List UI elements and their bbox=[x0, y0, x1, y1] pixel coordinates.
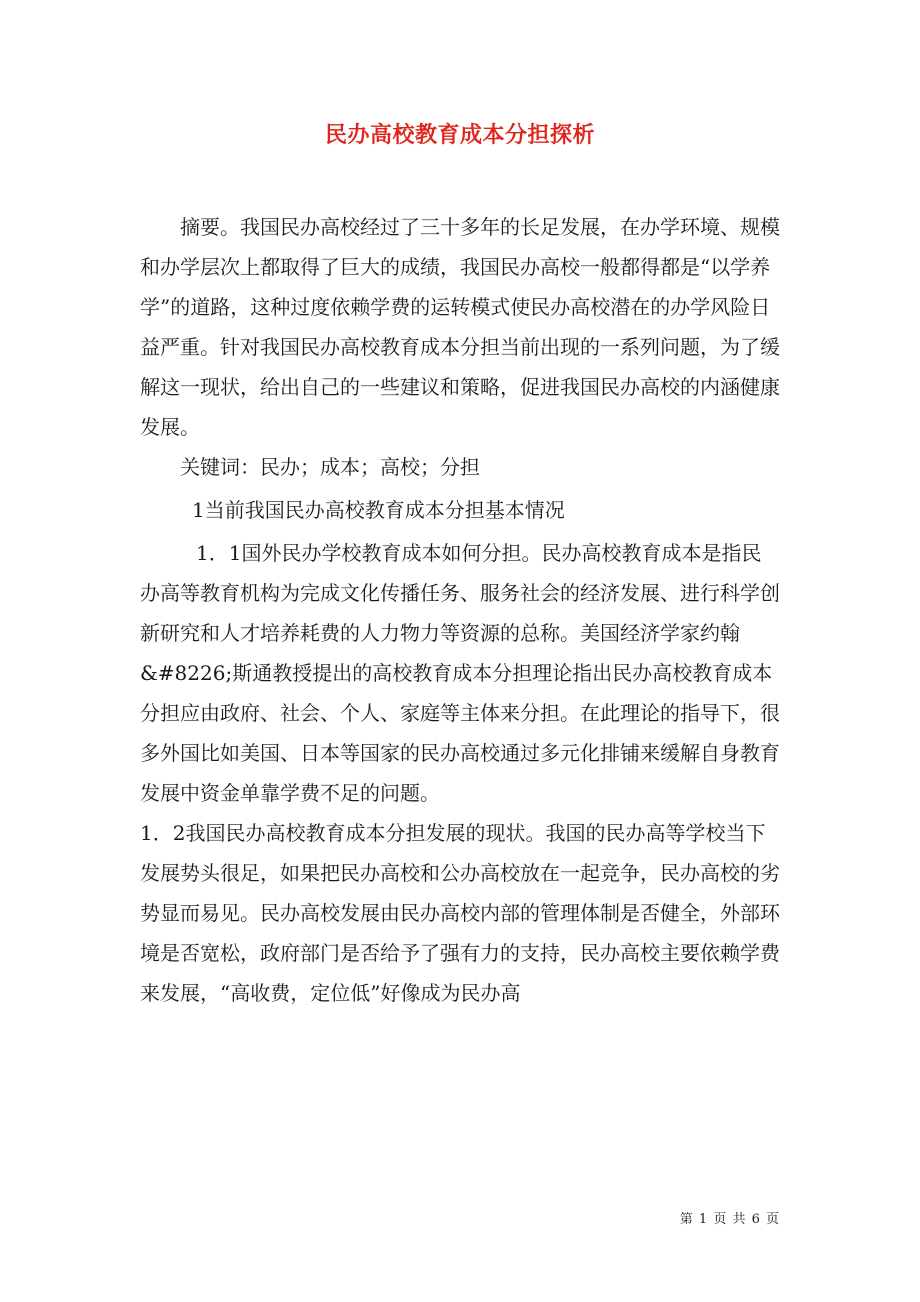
document-body bbox=[140, 207, 780, 1013]
section-1-1-paragraph: 1．1国外民办学校教育成本如何分担。民办高校教育成本是指民办高等教育机构为完成文化传播任务、服务社会的经济发展、进行科学创新研究和人才培养耗费的人力物力等资源的总称。美国经济学家约翰&#8226;斯通教授提出的高校教育成本分担理论指出民办高校教育成本分担应由政府、社会、个人、家庭等主体来分担。在此理论的指导下，很多外国比如美国、日本等国家的民办高校通过多元化排铺来缓解自身教育发展中资金单靠学费不足的问题。 bbox=[140, 541, 780, 805]
document-title: 民办高校教育成本分担探析 bbox=[324, 122, 595, 148]
page-number-footer: 第 1 页 共 6 页 bbox=[679, 1212, 780, 1227]
section-heading-1: 1当前我国民办高校教育成本分担基本情况 bbox=[192, 498, 565, 522]
abstract-paragraph: 摘要。我国民办高校经过了三十多年的长足发展，在办学环境、规模和办学层次上都取得了巨大的成绩，我国民办高校一般都得都是“以学养学”的道路，这种过度依赖学费的运转模式使民办高校潜在的办学风险日益严重。针对我国民办高校教育成本分担当前出现的一系列问题，为了缓解这一现状，给出自己的一些建议和策略，促进我国民办高校的内涵健康发展。 bbox=[140, 215, 780, 439]
keywords-paragraph: 关键词：民办；成本；高校；分担 bbox=[180, 455, 480, 479]
section-1-2-paragraph: 1．2我国民办高校教育成本分担发展的现状。我国的民办高等学校当下发展势头很足，如果把民办高校和公办高校放在一起竞争，民办高校的劣势显而易见。民办高校发展由民办高校内部的管理体制是否健全，外部环境是否宽松，政府部门是否给予了强有力的支持，民办高校主要依赖学费来发展，“高收费，定位低”好像成为民办高 bbox=[140, 821, 780, 1005]
